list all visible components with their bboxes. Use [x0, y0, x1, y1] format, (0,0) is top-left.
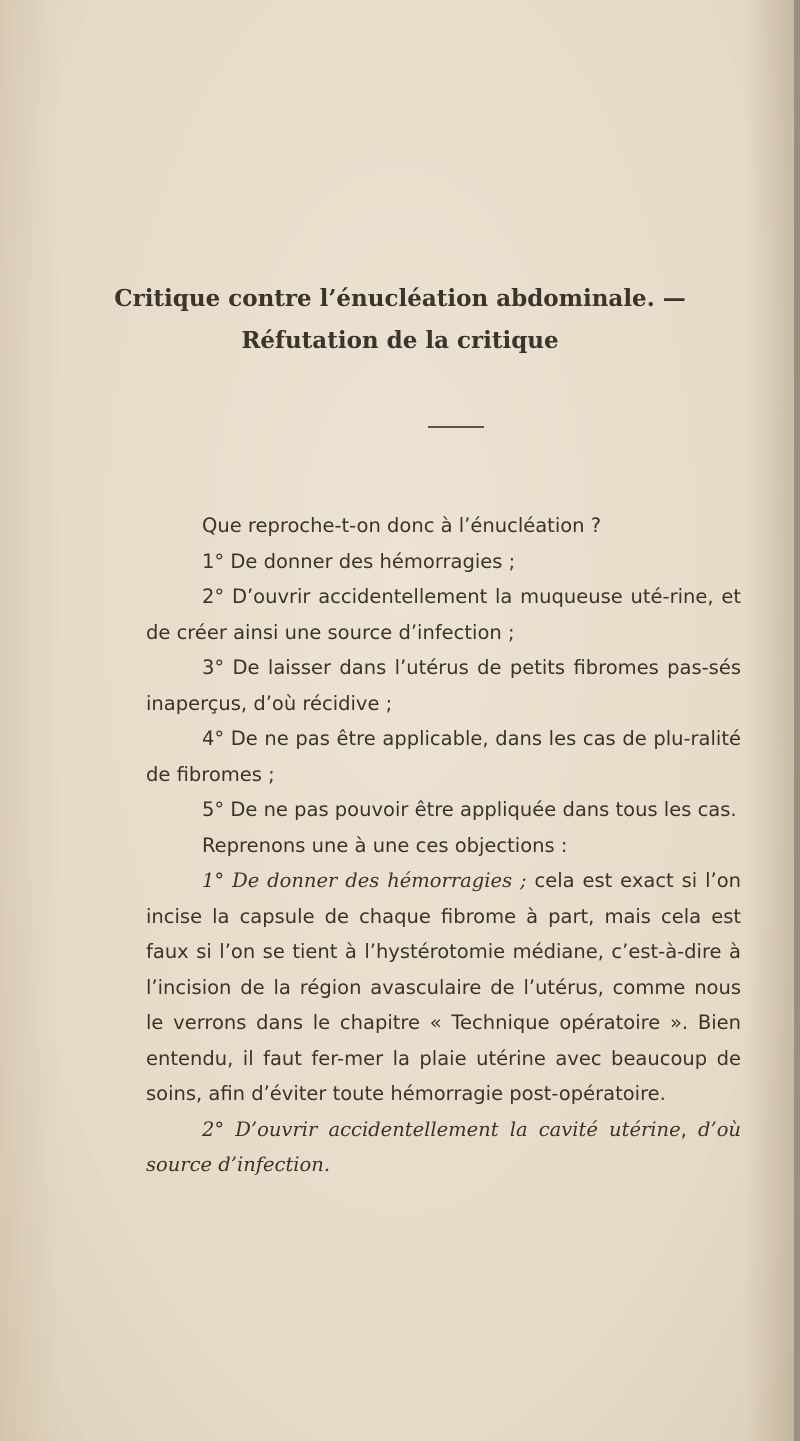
body-text — [146, 508, 741, 1183]
paragraph-objection-1 — [146, 863, 741, 1112]
objection-2-separator: , — [680, 1117, 699, 1141]
list-item-3: 3° De laisser dans l’utérus de petits fibromes pas-sés inaperçus, d’où récidive ; — [146, 656, 741, 715]
paragraph-intro: Reprenons une à une ces objections : — [202, 833, 568, 857]
objection-1-text: cela est exact si l’on incise la capsule de chaque fibrome à part, mais cela est faux si l’on se tient à l’hystérotomie médiane, c’est-à-dire à l’incision de la région avasculaire de l’utérus, comme nous le verrons dans le chapitre « Technique opératoire ». Bien entendu, il faut fer-mer la plaie utérine avec beaucoup de soins, afin d’éviter toute hémorragie post-opératoire. — [146, 869, 741, 1105]
separator-rule — [428, 426, 484, 428]
heading-line-1: Critique contre l’énucléation abdominale. — — [114, 285, 686, 312]
paragraph-objection-2 — [146, 1112, 741, 1183]
list-item-2: 2° D’ouvrir accidentellement la muqueuse uté-rine, et de créer ainsi une source d’infection ; — [146, 585, 741, 644]
list-item-4: 4° De ne pas être applicable, dans les cas de plu-ralité de fibromes ; — [146, 727, 741, 786]
page-edge — [794, 0, 800, 1441]
paragraph-question: Que reproche-t-on donc à l’énucléation ? — [202, 514, 602, 537]
list-item-5: 5° De ne pas pouvoir être appliquée dans tous les cas. — [202, 798, 737, 821]
objection-2-title-b: d’où source d’infection. — [146, 1117, 741, 1176]
objection-1-title: 1° De donner des hémorragies ; — [202, 869, 527, 892]
list-item-1: 1° De donner des hémorragies ; — [202, 549, 516, 573]
heading-line-2: Réfutation de la critique — [241, 327, 559, 354]
objection-2-title-a: 2° D’ouvrir accidentellement la cavité utérine — [202, 1117, 681, 1141]
section-heading — [0, 278, 800, 362]
